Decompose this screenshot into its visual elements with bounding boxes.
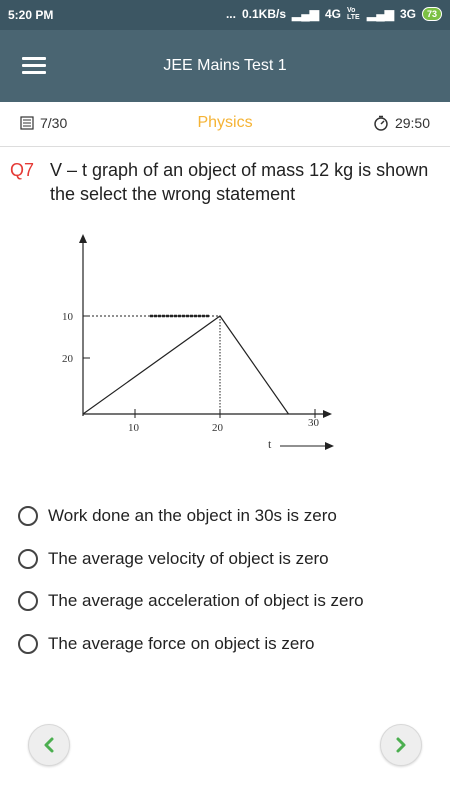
chevron-right-icon bbox=[392, 736, 410, 754]
battery-icon: 73 bbox=[422, 7, 442, 21]
timer-text: 29:50 bbox=[394, 115, 430, 131]
radio-button[interactable] bbox=[18, 549, 38, 569]
volte-indicator: Vo LTE bbox=[347, 7, 360, 21]
radio-button[interactable] bbox=[18, 506, 38, 526]
network-type-2: 3G bbox=[399, 7, 416, 21]
status-bar bbox=[0, 0, 450, 30]
option-4[interactable] bbox=[18, 623, 438, 666]
app-bar bbox=[0, 30, 450, 102]
option-text: The average force on object is zero bbox=[48, 633, 315, 653]
option-1[interactable] bbox=[18, 495, 438, 538]
stopwatch-icon bbox=[373, 115, 389, 131]
page-title: JEE Mains Test 1 bbox=[163, 57, 287, 74]
previous-question-button[interactable] bbox=[28, 724, 70, 766]
status-time: 5:20 PM bbox=[8, 8, 54, 22]
question-counter-text: 7/30 bbox=[40, 115, 68, 131]
answer-options bbox=[18, 495, 438, 665]
network-speed: 0.1KB/s bbox=[241, 7, 287, 21]
x-tick-label-20: 20 bbox=[212, 422, 223, 434]
x-tick-label-10: 10 bbox=[128, 422, 139, 434]
y-axis-arrow bbox=[79, 234, 87, 243]
vt-graph bbox=[40, 228, 340, 463]
option-3[interactable] bbox=[18, 580, 438, 623]
signal-icon-2: ▂▄▆ bbox=[367, 7, 394, 21]
option-text: The average acceleration of object is zero bbox=[48, 591, 364, 611]
t-arrow-head bbox=[325, 442, 334, 450]
question-text: V – t graph of an object of mass 12 kg is shown the select the wrong statement bbox=[50, 160, 429, 204]
y-tick-label-20: 10 bbox=[62, 311, 73, 323]
option-2[interactable] bbox=[18, 538, 438, 581]
next-question-button[interactable] bbox=[380, 724, 422, 766]
countdown-timer bbox=[373, 115, 430, 131]
subject-label: Physics bbox=[197, 114, 253, 131]
x-axis-label: t bbox=[268, 437, 272, 451]
signal-icon: ▂▄▆ bbox=[292, 7, 319, 21]
notification-dots: ... bbox=[225, 7, 236, 21]
network-type-1: 4G bbox=[324, 7, 341, 21]
chevron-left-icon bbox=[40, 736, 58, 754]
velocity-line bbox=[83, 316, 289, 414]
x-tick-label-30: 30 bbox=[308, 417, 319, 429]
option-text: Work done an the object in 30s is zero bbox=[48, 506, 337, 526]
option-text: The average velocity of object is zero bbox=[48, 548, 329, 568]
y-tick-label-10: 20 bbox=[62, 353, 73, 365]
radio-button[interactable] bbox=[18, 634, 38, 654]
question-block bbox=[10, 158, 430, 206]
x-axis-arrow bbox=[323, 410, 332, 418]
test-info-bar bbox=[0, 102, 450, 147]
radio-button[interactable] bbox=[18, 591, 38, 611]
status-right bbox=[226, 7, 442, 21]
question-number: Q7 bbox=[10, 160, 35, 180]
